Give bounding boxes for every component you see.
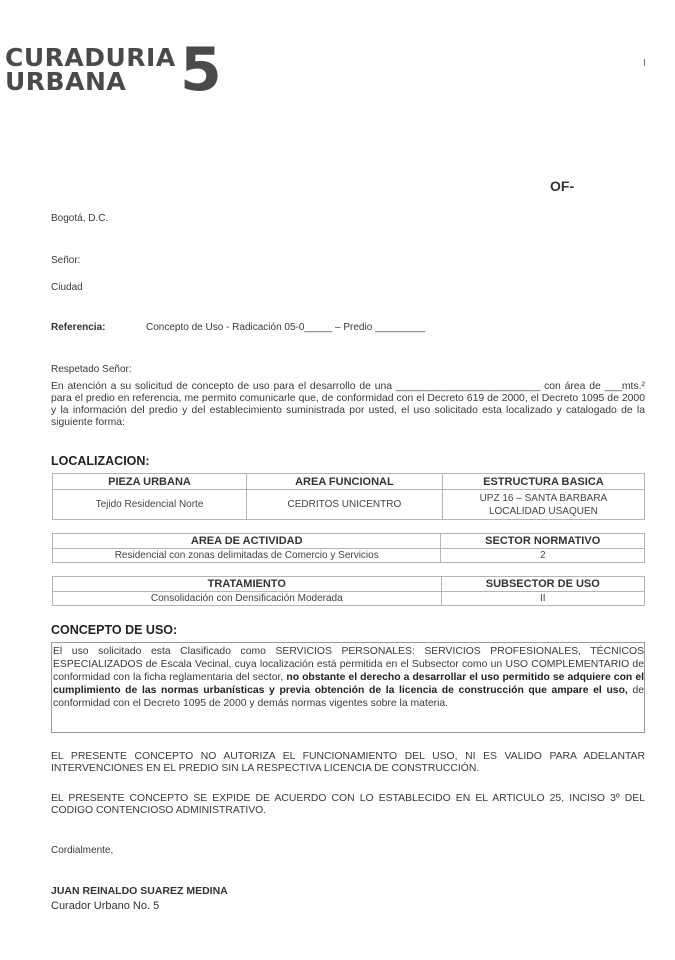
logo-number: 5 (180, 35, 222, 105)
intro-paragraph: En atención a su solicitud de concepto de uso para el desarrollo de una _________________________ con área de ___mts.² para el predio en referencia, me permito comunicarle que, de conformidad con el Decreto 619 de 2000, el Decreto 1095 de 2000 y la información del predio y del establecimiento suministrada por usted, el uso solicitado esta localizado y catalogado de la siguiente forma: (51, 381, 645, 428)
reference-label: Referencia: (51, 322, 106, 333)
notice-license: EL PRESENTE CONCEPTO NO AUTORIZA EL FUNCIONAMIENTO DEL USO, NI ES VALIDO PARA ADELANTAR INTERVENCIONES EN EL PREDIO SIN LA RESPECTIVA LICENCIA DE CONSTRUCCIÓN. (51, 751, 645, 774)
place-date: Bogotá, D.C. (51, 213, 109, 224)
reference-text: Concepto de Uso - Radicación 05-0_____ – Predio _________ (146, 322, 426, 333)
reference-code: OF- (550, 178, 575, 194)
value-estructura-basica (442, 490, 644, 520)
header-area-actividad: AREA DE ACTIVIDAD (53, 534, 441, 549)
header-pieza-urbana: PIEZA URBANA (53, 474, 247, 490)
header-sector-normativo: SECTOR NORMATIVO (441, 534, 645, 549)
concepto-text-2: de conformidad con el Decreto 1095 de 2000 y demás normas vigentes sobre la materia. (53, 685, 645, 709)
value-upz: UPZ 16 – SANTA BARBARA (479, 492, 608, 504)
header-subsector-uso: SUBSECTOR DE USO (441, 577, 644, 592)
concepto-text-1: El uso solicitado esta Clasificado como SERVICIOS PERSONALES: SERVICIOS PROFESIONALES, TÉCNICOS ESPECIALIZADOS de Escala Vecinal, cuya localización está permitida en el Subsector como un USO COMPLEMENTARIO de conformidad con la ficha reglamentaria del sector, (53, 646, 644, 683)
corner-mark: I (643, 58, 646, 69)
actividad-table (52, 533, 645, 563)
greeting: Respetado Señor: (51, 364, 132, 375)
signer-title: Curador Urbano No. 5 (51, 900, 160, 912)
city: Ciudad (51, 282, 83, 293)
notice-legal-basis: EL PRESENTE CONCEPTO SE EXPIDE DE ACUERDO CON LO ESTABLECIDO EN EL ARTICULO 25, INCISO 3º DEL CODIGO CONTENCIOSO ADMINISTRATIVO. (51, 793, 645, 816)
value-pieza-urbana: Tejido Residencial Norte (53, 490, 247, 520)
value-tratamiento: Consolidación con Densificación Moderada (53, 592, 442, 606)
concepto-title: CONCEPTO DE USO: (51, 623, 178, 637)
logo (5, 43, 176, 96)
header-tratamiento: TRATAMIENTO (53, 577, 442, 592)
localizacion-title: LOCALIZACION: (51, 454, 150, 468)
header-estructura-basica: ESTRUCTURA BASICA (442, 474, 644, 490)
logo-line-2: URBANA (5, 67, 127, 96)
value-sector-normativo: 2 (441, 549, 645, 563)
localizacion-table (52, 473, 645, 520)
tratamiento-table (52, 576, 645, 606)
concepto-paragraph (53, 645, 644, 710)
value-subsector-uso: II (441, 592, 644, 606)
header-area-funcional: AREA FUNCIONAL (246, 474, 442, 490)
signer-name: JUAN REINALDO SUAREZ MEDINA (51, 885, 228, 897)
value-area-actividad: Residencial con zonas delimitadas de Comercio y Servicios (53, 549, 441, 563)
closing: Cordialmente, (51, 845, 114, 856)
concepto-text-bold: no obstante el derecho a desarrollar el uso permitido se adquiere con el cumplimiento de las normas urbanísticas y previa obtención de la licencia de construcción que ampare el uso, (53, 672, 644, 696)
logo-line-1: CURADURIA (5, 43, 176, 72)
salutation: Señor: (51, 255, 81, 266)
value-localidad: LOCALIDAD USAQUEN (488, 505, 598, 517)
value-area-funcional: CEDRITOS UNICENTRO (246, 490, 442, 520)
